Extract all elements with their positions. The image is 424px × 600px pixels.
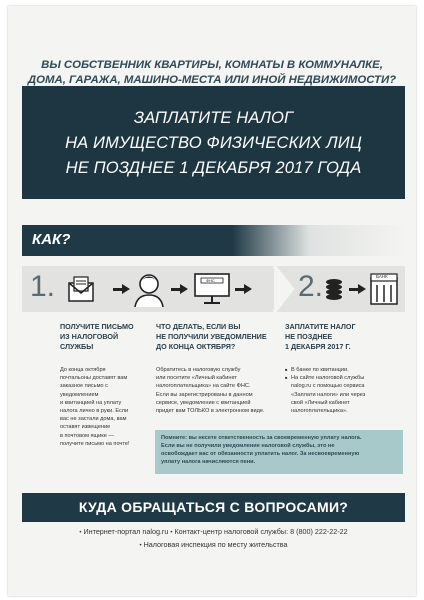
person-icon (132, 271, 166, 307)
coins-icon (324, 278, 344, 300)
title-line: ПОЛУЧИТЕ ПИСЬМО (60, 322, 134, 331)
note-line: освобождает вас от обязанности уплатить налог. За несвоевременную (161, 451, 360, 457)
title-line: ИЗ НАЛОГОВОЙ (60, 332, 119, 341)
bank-label: БАНК (376, 274, 388, 279)
contact-center: Контакт-центр налоговой службы: 8 (800) 222-22-22 (174, 527, 348, 536)
headline (18, 58, 406, 88)
steps-strip (22, 266, 405, 312)
contacts (22, 526, 405, 552)
step-number-2: 2. (298, 270, 324, 303)
text-line: и квитанцией на уплату (60, 399, 122, 406)
text-line: придет вам ТОЛЬКО в электронном виде. (156, 408, 265, 415)
note-line: уплату налога начисляются пени. (161, 459, 256, 465)
headline-line: ДОМА, ГАРАЖА, МАШИНО-МЕСТА ИЛИ ИНОЙ НЕДВИЖИМОСТИ? (27, 74, 397, 86)
how-label: КАК? (32, 231, 71, 248)
arrow-right-icon (244, 284, 252, 294)
fns-label: ФНС (206, 278, 215, 283)
portal-link[interactable]: Интернет-портал nalog.ru (83, 527, 169, 536)
text-line: получите письмо на почте! (60, 440, 130, 447)
text-line: налогоплательщика» на сайте ФНС. (156, 383, 251, 390)
contacts-row (22, 526, 405, 539)
column-1-text (60, 366, 152, 448)
banner-line: ЗАПЛАТИТЕ НАЛОГ (133, 108, 294, 127)
bullet-dot-icon: • (170, 530, 173, 536)
text-line: nalog.ru с помощью сервиса (291, 383, 365, 390)
title-line: НЕ ПОЗДНЕЕ (285, 332, 333, 341)
banner-line: НА ИМУЩЕСТВО ФИЗИЧЕСКИХ ЛИЦ (65, 133, 362, 152)
column-3-text (285, 366, 400, 415)
computer-icon (192, 272, 232, 306)
warning-note (155, 430, 403, 474)
text-line: уведомлением (60, 391, 99, 398)
text-line: оставят извещение (60, 424, 111, 431)
note-line: Если вы не получили уведомление налоговой службы, это не (161, 443, 335, 449)
text-line: в почтовом ящике — (60, 432, 115, 439)
arrow-right-icon (122, 284, 130, 294)
text-line: До конца октября (60, 367, 106, 373)
how-section-header (22, 225, 405, 256)
main-banner (22, 86, 405, 199)
title-line: СЛУЖБЫ (60, 342, 94, 351)
note-line: Помните: вы несете ответственность за своевременную уплату налога. (161, 435, 362, 441)
text-line: или посетите «Личный кабинет (156, 375, 237, 382)
text-line: сервисе, уведомление с квитанцией (156, 399, 251, 406)
envelope-icon (66, 274, 96, 304)
questions-header: КУДА ОБРАЩАТЬСЯ С ВОПРОСАМИ? (22, 493, 405, 522)
text-line: вас не застали дома, вам (60, 416, 127, 423)
text-line: Если вы зарегистрированы в данном (156, 391, 253, 398)
tax-inspection: Налоговая инспекция по месту жительства (143, 540, 288, 549)
title-line: ЧТО ДЕЛАТЬ, ЕСЛИ ВЫ (156, 322, 241, 331)
text-line: свой «Личный кабинет (291, 399, 350, 406)
text-line: ■ На сайте налоговой службы (291, 375, 365, 382)
title-line: ДО КОНЦА ОКТЯБРЯ? (156, 342, 236, 351)
contacts-row (22, 539, 405, 552)
arrow-right-icon (358, 284, 366, 294)
text-line: заказное письмо с (60, 383, 108, 390)
banner-line: НЕ ПОЗДНЕЕ 1 ДЕКАБРЯ 2017 ГОДА (65, 158, 362, 177)
bullet-dot-icon: • (139, 543, 142, 549)
step-number-1: 1. (30, 270, 56, 303)
text-line: налогоплательщика». (291, 408, 348, 415)
text-line: Обратитесь в налоговую службу (156, 367, 241, 373)
chevron-divider-icon (270, 266, 296, 312)
bullet-dot-icon: • (79, 530, 82, 536)
headline-line: ВЫ СОБСТВЕННИК КВАРТИРЫ, КОМНАТЫ В КОММУНАЛКЕ, (41, 59, 383, 71)
bullet-item (285, 374, 400, 415)
column-2-title (156, 322, 276, 352)
column-1-title (60, 322, 150, 352)
text-line: ■ В банке по квитанции. (291, 367, 349, 373)
text-line: «Заплати налоги» или через (291, 391, 366, 398)
title-line: НЕ ПОЛУЧИЛИ УВЕДОМЛЕНИЕ (156, 332, 267, 341)
column-2-text (156, 366, 281, 415)
title-line: 1 ДЕКАБРЯ 2017 Г. (285, 342, 351, 351)
bullet-item (285, 366, 400, 374)
column-3-title (285, 322, 395, 352)
text-line: налога лично в руки. Если (60, 408, 129, 415)
arrow-right-icon (180, 284, 188, 294)
title-line: ЗАПЛАТИТЕ НАЛОГ (285, 322, 356, 331)
text-line: почтальоны доставят вам (60, 375, 128, 382)
bank-icon (368, 272, 400, 306)
